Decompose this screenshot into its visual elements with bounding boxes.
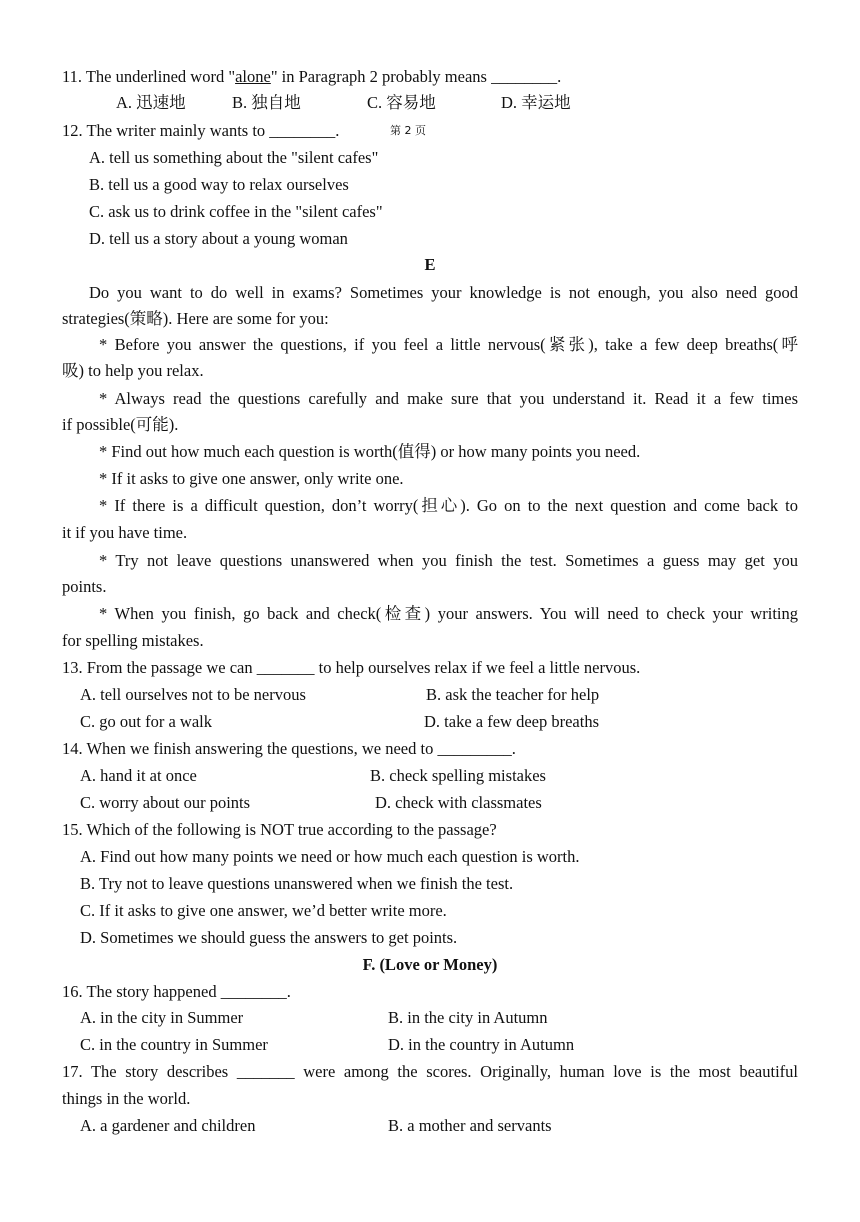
- question-16-option-d: D. in the country in Autumn: [388, 1035, 575, 1054]
- question-17-option-a: A. a gardener and children: [80, 1116, 256, 1135]
- tip-5-line-2: it if you have time.: [62, 523, 188, 542]
- question-13-option-a: A. tell ourselves not to be nervous: [80, 685, 306, 704]
- question-14-option-a: A. hand it at once: [80, 766, 197, 785]
- question-12-option-b: B. tell us a good way to relax ourselves: [89, 175, 349, 194]
- question-15-option-b: B. Try not to leave questions unanswered when we finish the test.: [80, 874, 514, 893]
- question-13-option-b: B. ask the teacher for help: [426, 685, 600, 704]
- question-15-option-c: C. If it asks to give one answer, we’d better write more.: [80, 901, 447, 920]
- tip-1-line-2: 吸) to help you relax.: [62, 361, 204, 380]
- question-13-option-d: D. take a few deep breaths: [424, 712, 599, 731]
- tip-5-line-1: * If there is a difficult question, don’t worry(担心). Go on to the next question and come back to: [99, 496, 798, 515]
- question-15-option-d: D. Sometimes we should guess the answers to get points.: [80, 928, 458, 947]
- question-16-option-a: A. in the city in Summer: [80, 1008, 244, 1027]
- tip-6-line-1: * Try not leave questions unanswered when you finish the test. Sometimes a guess may get you: [99, 551, 798, 570]
- question-16-stem: 16. The story happened ________.: [62, 982, 291, 1001]
- tip-2-line-2: if possible(可能).: [62, 415, 179, 434]
- question-12-option-a: A. tell us something about the "silent cafes": [89, 148, 379, 167]
- question-14-option-c: C. worry about our points: [80, 793, 251, 812]
- section-e-intro-line-1: Do you want to do well in exams? Sometimes your knowledge is not enough, you also need good: [89, 283, 798, 302]
- question-16-option-b: B. in the city in Autumn: [388, 1008, 548, 1027]
- tip-4: * If it asks to give one answer, only write one.: [99, 469, 404, 488]
- tip-1-line-1: * Before you answer the questions, if you feel a little nervous(紧张), take a few deep breaths(呼: [99, 335, 798, 354]
- section-e-heading: E: [424, 255, 436, 274]
- section-f-heading: F. (Love or Money): [362, 955, 498, 974]
- question-14-option-b: B. check spelling mistakes: [370, 766, 546, 785]
- question-14-stem: 14. When we finish answering the questions, we need to _________.: [62, 739, 516, 758]
- question-14-option-d: D. check with classmates: [375, 793, 542, 812]
- question-11-option-b: B. 独自地: [232, 93, 301, 112]
- question-17-stem-line-1: 17. The story describes _______ were among the scores. Originally, human love is the most beautiful: [62, 1062, 798, 1081]
- question-13-stem: 13. From the passage we can _______ to help ourselves relax if we feel a little nervous.: [62, 658, 641, 677]
- question-11-option-d: D. 幸运地: [501, 93, 571, 112]
- tip-7-line-1: * When you finish, go back and check(检查) your answers. You will need to check your writing: [99, 604, 798, 623]
- tip-3: * Find out how much each question is worth(值得) or how many points you need.: [99, 442, 641, 461]
- underlined-word: alone: [235, 67, 271, 86]
- tip-7-line-2: for spelling mistakes.: [62, 631, 204, 650]
- question-15-option-a: A. Find out how many points we need or how much each question is worth.: [80, 847, 580, 866]
- question-12-option-c: C. ask us to drink coffee in the "silent cafes": [89, 202, 383, 221]
- question-12-stem: 12. The writer mainly wants to ________.: [62, 121, 340, 140]
- question-13-option-c: C. go out for a walk: [80, 712, 212, 731]
- question-11-option-a: A. 迅速地: [116, 93, 186, 112]
- section-e-intro-line-2: strategies(策略). Here are some for you:: [62, 309, 329, 328]
- question-11-stem: 11. The underlined word "alone" in Paragraph 2 probably means ________.: [62, 67, 562, 86]
- question-12-option-d: D. tell us a story about a young woman: [89, 229, 348, 248]
- question-11-option-c: C. 容易地: [367, 93, 436, 112]
- question-15-stem: 15. Which of the following is NOT true according to the passage?: [62, 820, 497, 839]
- tip-2-line-1: * Always read the questions carefully and make sure that you understand it. Read it a few times: [99, 389, 798, 408]
- question-17-option-b: B. a mother and servants: [388, 1116, 552, 1135]
- tip-6-line-2: points.: [62, 577, 107, 596]
- question-16-option-c: C. in the country in Summer: [80, 1035, 268, 1054]
- page-number-label: 第 2 页: [390, 124, 426, 137]
- question-17-stem-line-2: things in the world.: [62, 1089, 191, 1108]
